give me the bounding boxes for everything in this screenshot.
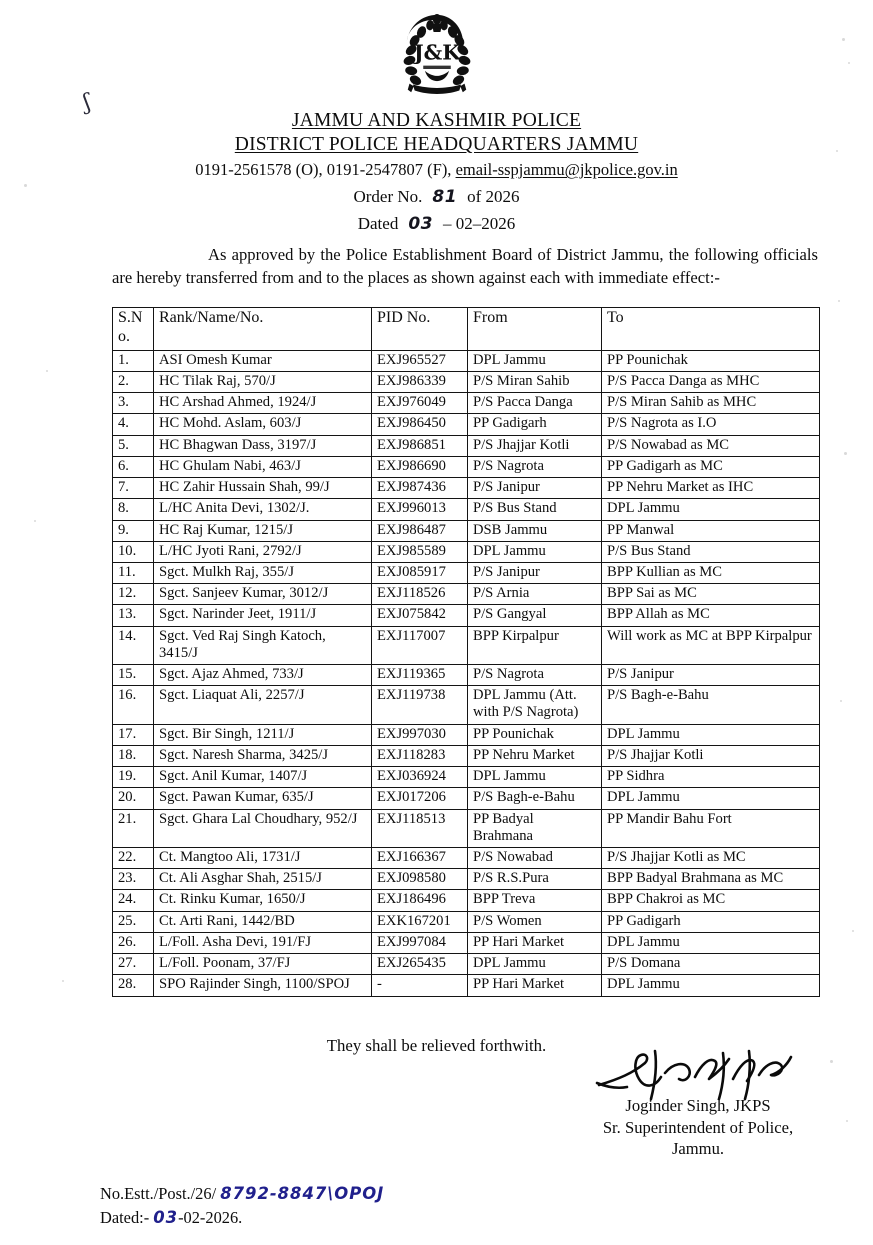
cell-from-posting: PP Gadigarh xyxy=(468,414,602,435)
cell-to-posting: Will work as MC at BPP Kirpalpur xyxy=(602,626,820,664)
table-row xyxy=(113,848,820,869)
cell-pid-number: EXJ265435 xyxy=(372,954,468,975)
order-year: of 2026 xyxy=(467,187,520,206)
cell-from-posting: PP Hari Market xyxy=(468,975,602,996)
cell-to-posting: P/S Nowabad as MC xyxy=(602,435,820,456)
intro-text: As approved by the Police Establishment Board of District Jammu, the following officials are hereby transferred from and to the places as shown against each with immediate effect:- xyxy=(112,245,818,287)
cell-pid-number: EXJ986450 xyxy=(372,414,468,435)
cell-rank-name-no: L/Foll. Poonam, 37/FJ xyxy=(154,954,372,975)
cell-serial-number: 10. xyxy=(113,541,154,562)
cell-pid-number: EXJ996013 xyxy=(372,499,468,520)
cell-from-posting: P/S Arnia xyxy=(468,584,602,605)
cell-rank-name-no: HC Arshad Ahmed, 1924/J xyxy=(154,393,372,414)
scan-speck xyxy=(840,700,842,702)
table-row xyxy=(113,605,820,626)
cell-from-posting: PP Nehru Market xyxy=(468,745,602,766)
cell-serial-number: 20. xyxy=(113,788,154,809)
cell-pid-number: EXJ117007 xyxy=(372,626,468,664)
cell-from-posting: P/S Nagrota xyxy=(468,456,602,477)
cell-rank-name-no: Ct. Mangtoo Ali, 1731/J xyxy=(154,848,372,869)
table-row xyxy=(113,890,820,911)
footer-date-day-handwritten: 03 xyxy=(153,1207,179,1227)
cell-serial-number: 5. xyxy=(113,435,154,456)
signature-block xyxy=(553,1095,843,1160)
cell-serial-number: 15. xyxy=(113,665,154,686)
cell-to-posting: DPL Jammu xyxy=(602,932,820,953)
cell-rank-name-no: ASI Omesh Kumar xyxy=(154,350,372,371)
dated-label: Dated xyxy=(357,214,399,233)
cell-rank-name-no: HC Bhagwan Dass, 3197/J xyxy=(154,435,372,456)
cell-serial-number: 3. xyxy=(113,393,154,414)
cell-pid-number: EXJ075842 xyxy=(372,605,468,626)
cell-rank-name-no: Sgct. Sanjeev Kumar, 3012/J xyxy=(154,584,372,605)
cell-from-posting: P/S Gangyal xyxy=(468,605,602,626)
cell-from-posting: P/S Janipur xyxy=(468,562,602,583)
table-row xyxy=(113,393,820,414)
table-row xyxy=(113,371,820,392)
cell-pid-number: EXJ119738 xyxy=(372,686,468,724)
table-row xyxy=(113,520,820,541)
cell-from-posting: P/S Nowabad xyxy=(468,848,602,869)
cell-rank-name-no: HC Zahir Hussain Shah, 99/J xyxy=(154,478,372,499)
cell-serial-number: 27. xyxy=(113,954,154,975)
table-row xyxy=(113,911,820,932)
cell-to-posting: PP Gadigarh xyxy=(602,911,820,932)
footer-date-line xyxy=(100,1206,384,1230)
cell-from-posting: P/S Miran Sahib xyxy=(468,371,602,392)
cell-rank-name-no: HC Mohd. Aslam, 603/J xyxy=(154,414,372,435)
cell-to-posting: DPL Jammu xyxy=(602,788,820,809)
order-number-line xyxy=(0,187,873,207)
cell-to-posting: P/S Pacca Danga as MHC xyxy=(602,371,820,392)
footer-dated-label: Dated:- xyxy=(100,1207,150,1227)
order-label: Order No. xyxy=(353,187,423,206)
cell-serial-number: 23. xyxy=(113,869,154,890)
cell-from-posting: DSB Jammu xyxy=(468,520,602,541)
order-date-day-handwritten: 03 xyxy=(408,214,433,234)
cell-rank-name-no: Sgct. Liaquat Ali, 2257/J xyxy=(154,686,372,724)
cell-to-posting: DPL Jammu xyxy=(602,499,820,520)
order-number-handwritten: 81 xyxy=(432,187,458,207)
cell-from-posting: BPP Treva xyxy=(468,890,602,911)
table-row xyxy=(113,456,820,477)
table-row xyxy=(113,809,820,847)
cell-pid-number: EXJ186496 xyxy=(372,890,468,911)
column-header-from: From xyxy=(468,308,602,351)
intro-paragraph xyxy=(112,244,818,290)
cell-from-posting: PP Hari Market xyxy=(468,932,602,953)
reference-prefix: No.Estt./Post./26/ xyxy=(100,1184,217,1203)
cell-pid-number: EXJ118513 xyxy=(372,809,468,847)
scan-speck xyxy=(852,930,854,932)
cell-from-posting: DPL Jammu xyxy=(468,350,602,371)
cell-pid-number: EXJ017206 xyxy=(372,788,468,809)
cell-from-posting: P/S Women xyxy=(468,911,602,932)
cell-from-posting: PP Badyal Brahmana xyxy=(468,809,602,847)
cell-rank-name-no: SPO Rajinder Singh, 1100/SPOJ xyxy=(154,975,372,996)
cell-rank-name-no: Sgct. Ajaz Ahmed, 733/J xyxy=(154,665,372,686)
cell-serial-number: 12. xyxy=(113,584,154,605)
cell-to-posting: P/S Domana xyxy=(602,954,820,975)
cell-from-posting: P/S Bagh-e-Bahu xyxy=(468,788,602,809)
cell-serial-number: 17. xyxy=(113,724,154,745)
cell-rank-name-no: Sgct. Bir Singh, 1211/J xyxy=(154,724,372,745)
footer-date-rest: -02-2026. xyxy=(178,1207,243,1227)
table-header-row xyxy=(113,308,820,351)
cell-serial-number: 22. xyxy=(113,848,154,869)
cell-to-posting: BPP Allah as MC xyxy=(602,605,820,626)
cell-from-posting: PP Pounichak xyxy=(468,724,602,745)
cell-to-posting: BPP Kullian as MC xyxy=(602,562,820,583)
cell-from-posting: DPL Jammu xyxy=(468,541,602,562)
emblem-container xyxy=(0,12,873,104)
cell-rank-name-no: L/HC Jyoti Rani, 2792/J xyxy=(154,541,372,562)
table-row xyxy=(113,562,820,583)
cell-pid-number: EXJ036924 xyxy=(372,767,468,788)
cell-from-posting: DPL Jammu (Att. with P/S Nagrota) xyxy=(468,686,602,724)
table-row xyxy=(113,788,820,809)
svg-text:J&K: J&K xyxy=(413,40,460,65)
scan-speck xyxy=(62,980,64,982)
cell-to-posting: PP Manwal xyxy=(602,520,820,541)
cell-serial-number: 7. xyxy=(113,478,154,499)
cell-rank-name-no: Sgct. Mulkh Raj, 355/J xyxy=(154,562,372,583)
table-row xyxy=(113,626,820,664)
contact-line xyxy=(0,160,873,180)
cell-rank-name-no: HC Ghulam Nabi, 463/J xyxy=(154,456,372,477)
cell-serial-number: 21. xyxy=(113,809,154,847)
cell-serial-number: 19. xyxy=(113,767,154,788)
cell-to-posting: PP Mandir Bahu Fort xyxy=(602,809,820,847)
cell-to-posting: P/S Jhajjar Kotli as MC xyxy=(602,848,820,869)
cell-serial-number: 24. xyxy=(113,890,154,911)
cell-to-posting: PP Sidhra xyxy=(602,767,820,788)
table-row xyxy=(113,541,820,562)
cell-pid-number: EXJ098580 xyxy=(372,869,468,890)
cell-to-posting: DPL Jammu xyxy=(602,724,820,745)
cell-rank-name-no: L/HC Anita Devi, 1302/J. xyxy=(154,499,372,520)
cell-pid-number: EXJ985589 xyxy=(372,541,468,562)
footer-reference xyxy=(100,1182,384,1230)
table-row xyxy=(113,932,820,953)
margin-pen-mark: ʃ xyxy=(81,89,93,116)
cell-rank-name-no: Sgct. Ved Raj Singh Katoch, 3415/J xyxy=(154,626,372,664)
table-row xyxy=(113,414,820,435)
column-header-rank-name-no: Rank/Name/No. xyxy=(154,308,372,351)
table-row xyxy=(113,499,820,520)
table-row xyxy=(113,665,820,686)
cell-serial-number: 11. xyxy=(113,562,154,583)
cell-pid-number: EXJ986487 xyxy=(372,520,468,541)
cell-to-posting: P/S Miran Sahib as MHC xyxy=(602,393,820,414)
cell-pid-number: EXJ986690 xyxy=(372,456,468,477)
table-head xyxy=(113,308,820,351)
cell-to-posting: BPP Sai as MC xyxy=(602,584,820,605)
table-row xyxy=(113,350,820,371)
cell-from-posting: P/S Pacca Danga xyxy=(468,393,602,414)
cell-serial-number: 25. xyxy=(113,911,154,932)
cell-pid-number: EXJ166367 xyxy=(372,848,468,869)
cell-from-posting: P/S Jhajjar Kotli xyxy=(468,435,602,456)
cell-serial-number: 9. xyxy=(113,520,154,541)
column-header-to: To xyxy=(602,308,820,351)
cell-serial-number: 14. xyxy=(113,626,154,664)
handwritten-signature xyxy=(593,1043,803,1105)
cell-rank-name-no: Ct. Ali Asghar Shah, 2515/J xyxy=(154,869,372,890)
cell-serial-number: 1. xyxy=(113,350,154,371)
cell-to-posting: P/S Bagh-e-Bahu xyxy=(602,686,820,724)
cell-to-posting: P/S Nagrota as I.O xyxy=(602,414,820,435)
cell-from-posting: BPP Kirpalpur xyxy=(468,626,602,664)
cell-pid-number: EXJ986851 xyxy=(372,435,468,456)
table-row xyxy=(113,584,820,605)
cell-serial-number: 16. xyxy=(113,686,154,724)
transfer-table-container xyxy=(112,307,819,997)
cell-pid-number: EXJ119365 xyxy=(372,665,468,686)
table-row xyxy=(113,767,820,788)
scan-speck xyxy=(830,1060,833,1063)
signatory-name: Joginder Singh, JKPS xyxy=(625,1096,771,1115)
cell-pid-number: EXK167201 xyxy=(372,911,468,932)
cell-from-posting: DPL Jammu xyxy=(468,954,602,975)
scan-speck xyxy=(844,452,847,455)
table-row xyxy=(113,745,820,766)
cell-from-posting: P/S Bus Stand xyxy=(468,499,602,520)
table-row xyxy=(113,869,820,890)
cell-serial-number: 4. xyxy=(113,414,154,435)
table-row xyxy=(113,478,820,499)
cell-pid-number: EXJ118526 xyxy=(372,584,468,605)
table-row xyxy=(113,724,820,745)
cell-rank-name-no: Sgct. Pawan Kumar, 635/J xyxy=(154,788,372,809)
cell-pid-number: - xyxy=(372,975,468,996)
column-header-pid: PID No. xyxy=(372,308,468,351)
scan-speck xyxy=(34,520,36,522)
cell-rank-name-no: Sgct. Ghara Lal Choudhary, 952/J xyxy=(154,809,372,847)
cell-rank-name-no: Sgct. Narinder Jeet, 1911/J xyxy=(154,605,372,626)
scan-speck xyxy=(838,300,840,302)
cell-pid-number: EXJ976049 xyxy=(372,393,468,414)
cell-to-posting: BPP Chakroi as MC xyxy=(602,890,820,911)
table-row xyxy=(113,975,820,996)
cell-serial-number: 8. xyxy=(113,499,154,520)
cell-from-posting: P/S Nagrota xyxy=(468,665,602,686)
cell-rank-name-no: Ct. Arti Rani, 1442/BD xyxy=(154,911,372,932)
cell-pid-number: EXJ997030 xyxy=(372,724,468,745)
table-row xyxy=(113,435,820,456)
cell-serial-number: 26. xyxy=(113,932,154,953)
letterhead xyxy=(0,110,873,234)
cell-to-posting: P/S Jhajjar Kotli xyxy=(602,745,820,766)
cell-to-posting: PP Pounichak xyxy=(602,350,820,371)
cell-to-posting: P/S Janipur xyxy=(602,665,820,686)
email-address[interactable]: email-sspjammu@jkpolice.gov.in xyxy=(455,160,678,179)
column-header-sno: S.N o. xyxy=(113,308,154,351)
phone-numbers: 0191-2561578 (O), 0191-2547807 (F), xyxy=(195,160,456,179)
reference-number-handwritten: 8792-8847\OPOJ xyxy=(220,1184,385,1203)
table-row xyxy=(113,954,820,975)
cell-to-posting: DPL Jammu xyxy=(602,975,820,996)
cell-serial-number: 18. xyxy=(113,745,154,766)
table-body xyxy=(113,350,820,996)
cell-rank-name-no: Sgct. Anil Kumar, 1407/J xyxy=(154,767,372,788)
scan-speck xyxy=(846,1120,848,1122)
cell-serial-number: 28. xyxy=(113,975,154,996)
cell-rank-name-no: Ct. Rinku Kumar, 1650/J xyxy=(154,890,372,911)
office-name: DISTRICT POLICE HEADQUARTERS JAMMU xyxy=(234,134,639,155)
cell-to-posting: PP Gadigarh as MC xyxy=(602,456,820,477)
signatory-designation: Sr. Superintendent of Police, xyxy=(602,1117,794,1137)
cell-rank-name-no: L/Foll. Asha Devi, 191/FJ xyxy=(154,932,372,953)
order-date-rest: – 02–2026 xyxy=(443,214,516,233)
transfer-table xyxy=(112,307,820,997)
cell-serial-number: 2. xyxy=(113,371,154,392)
reference-number-line xyxy=(100,1182,384,1206)
cell-rank-name-no: HC Raj Kumar, 1215/J xyxy=(154,520,372,541)
cell-pid-number: EXJ965527 xyxy=(372,350,468,371)
cell-from-posting: DPL Jammu xyxy=(468,767,602,788)
jk-police-emblem-icon xyxy=(394,12,480,102)
cell-pid-number: EXJ997084 xyxy=(372,932,468,953)
cell-to-posting: P/S Bus Stand xyxy=(602,541,820,562)
cell-pid-number: EXJ987436 xyxy=(372,478,468,499)
organization-name: JAMMU AND KASHMIR POLICE xyxy=(291,110,582,131)
order-date-line xyxy=(0,214,873,234)
cell-pid-number: EXJ085917 xyxy=(372,562,468,583)
cell-serial-number: 13. xyxy=(113,605,154,626)
cell-serial-number: 6. xyxy=(113,456,154,477)
table-row xyxy=(113,686,820,724)
cell-to-posting: PP Nehru Market as IHC xyxy=(602,478,820,499)
cell-to-posting: BPP Badyal Brahmana as MC xyxy=(602,869,820,890)
cell-rank-name-no: HC Tilak Raj, 570/J xyxy=(154,371,372,392)
cell-from-posting: P/S R.S.Pura xyxy=(468,869,602,890)
signatory-place: Jammu. xyxy=(671,1139,725,1159)
closing-statement: They shall be relieved forthwith. xyxy=(326,1036,547,1055)
cell-pid-number: EXJ986339 xyxy=(372,371,468,392)
cell-pid-number: EXJ118283 xyxy=(372,745,468,766)
cell-from-posting: P/S Janipur xyxy=(468,478,602,499)
cell-rank-name-no: Sgct. Naresh Sharma, 3425/J xyxy=(154,745,372,766)
scan-speck xyxy=(46,370,48,372)
